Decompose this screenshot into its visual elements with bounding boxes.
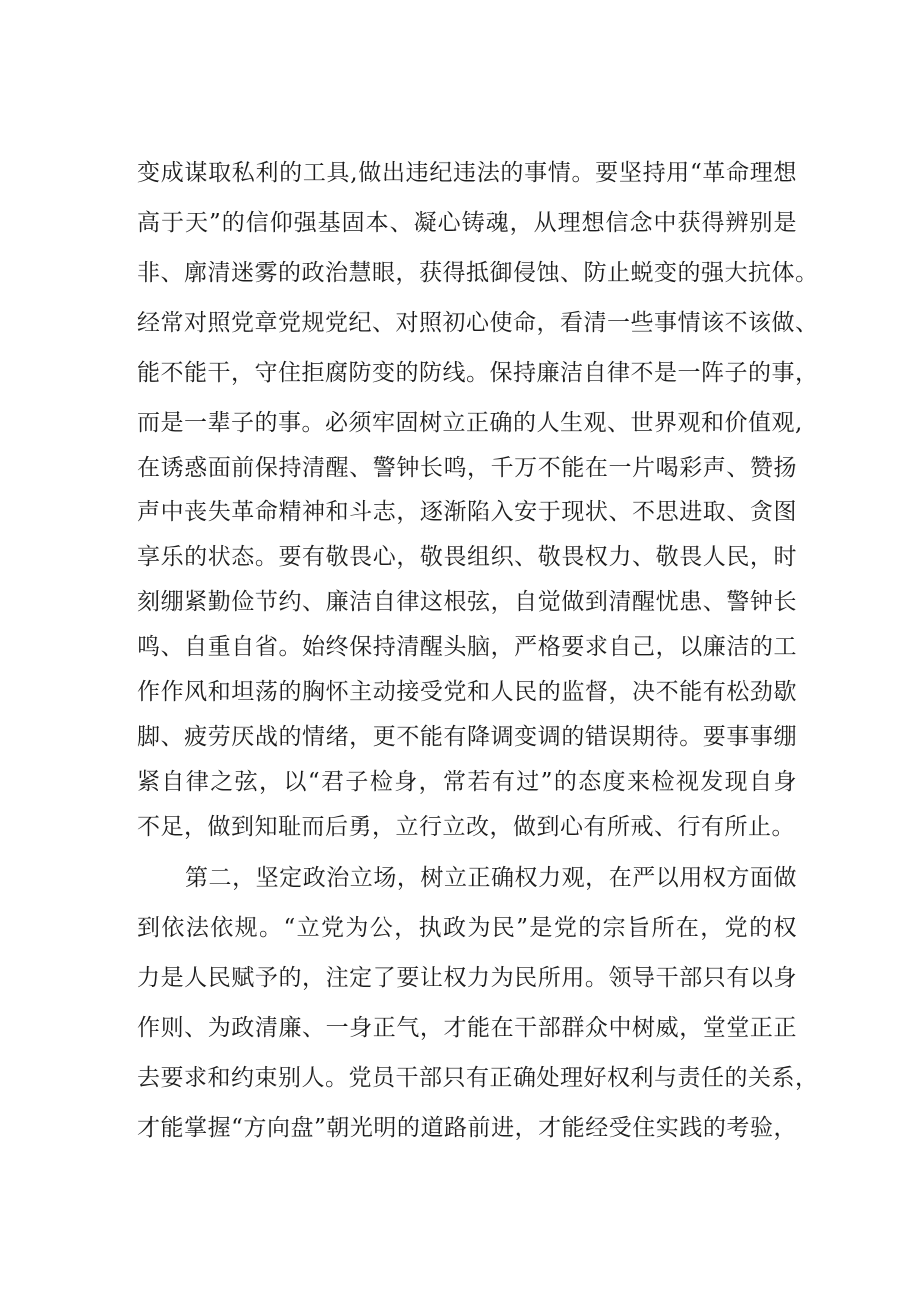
text-line: 能不能干，守住拒腐防变的防线。保持廉洁自律不是一阵子的事， <box>137 360 819 386</box>
text-line: 作则、为政清廉、一身正气，才能在干部群众中树威，堂堂正正 <box>137 1015 797 1041</box>
text-line: 变成谋取私利的工具,做出违纪违法的事情。要坚持用“革命理想 <box>137 160 797 186</box>
text-line: 经常对照党章党规党纪、对照初心使命，看清一些事情该不该做、 <box>137 310 819 336</box>
text-line: 而是一辈子的事。必须牢固树立正确的人生观、世界观和价值观, <box>137 410 803 436</box>
text-line: 高于天”的信仰强基固本、凝心铸魂，从理想信念中获得辨别是 <box>137 210 797 236</box>
text-line: 脚、疲劳厌战的情绪，更不能有降调变调的错误期待。要事事绷 <box>137 724 797 750</box>
text-line: 享乐的状态。要有敬畏心，敬畏组织、敬畏权力、敬畏人民，时 <box>137 544 797 570</box>
text-line: 力是人民赋予的，注定了要让权力为民所用。领导干部只有以身 <box>137 965 797 991</box>
text-line: 到依法依规。“立党为公，执政为民”是党的宗旨所在，党的权 <box>137 915 797 941</box>
text-line: 非、廓清迷雾的政治慧眼，获得抵御侵蚀、防止蜕变的强大抗体。 <box>137 260 819 286</box>
text-line: 紧自律之弦，以“君子检身，常若有过”的态度来检视发现自身 <box>137 769 797 795</box>
text-line: 第二，坚定政治立场，树立正确权力观，在严以用权方面做 <box>185 865 797 891</box>
text-line: 在诱惑面前保持清醒、警钟长鸣，千万不能在一片喝彩声、赞扬 <box>137 455 797 481</box>
text-line: 刻绷紧勤俭节约、廉洁自律这根弦，自觉做到清醒忧患、警钟长 <box>137 589 797 615</box>
text-line: 作作风和坦荡的胸怀主动接受党和人民的监督，决不能有松劲歇 <box>137 679 797 705</box>
text-line: 鸣、自重自省。始终保持清醒头脑，严格要求自己，以廉洁的工 <box>137 634 797 660</box>
text-line: 才能掌握“方向盘”朝光明的道路前进，才能经受住实践的考验， <box>137 1115 797 1141</box>
text-line: 声中丧失革命精神和斗志，逐渐陷入安于现状、不思进取、贪图 <box>137 499 797 525</box>
text-line: 不足，做到知耻而后勇，立行立改，做到心有所戒、行有所止。 <box>137 814 795 840</box>
text-line: 去要求和约束别人。党员干部只有正确处理好权利与责任的关系， <box>137 1065 819 1091</box>
